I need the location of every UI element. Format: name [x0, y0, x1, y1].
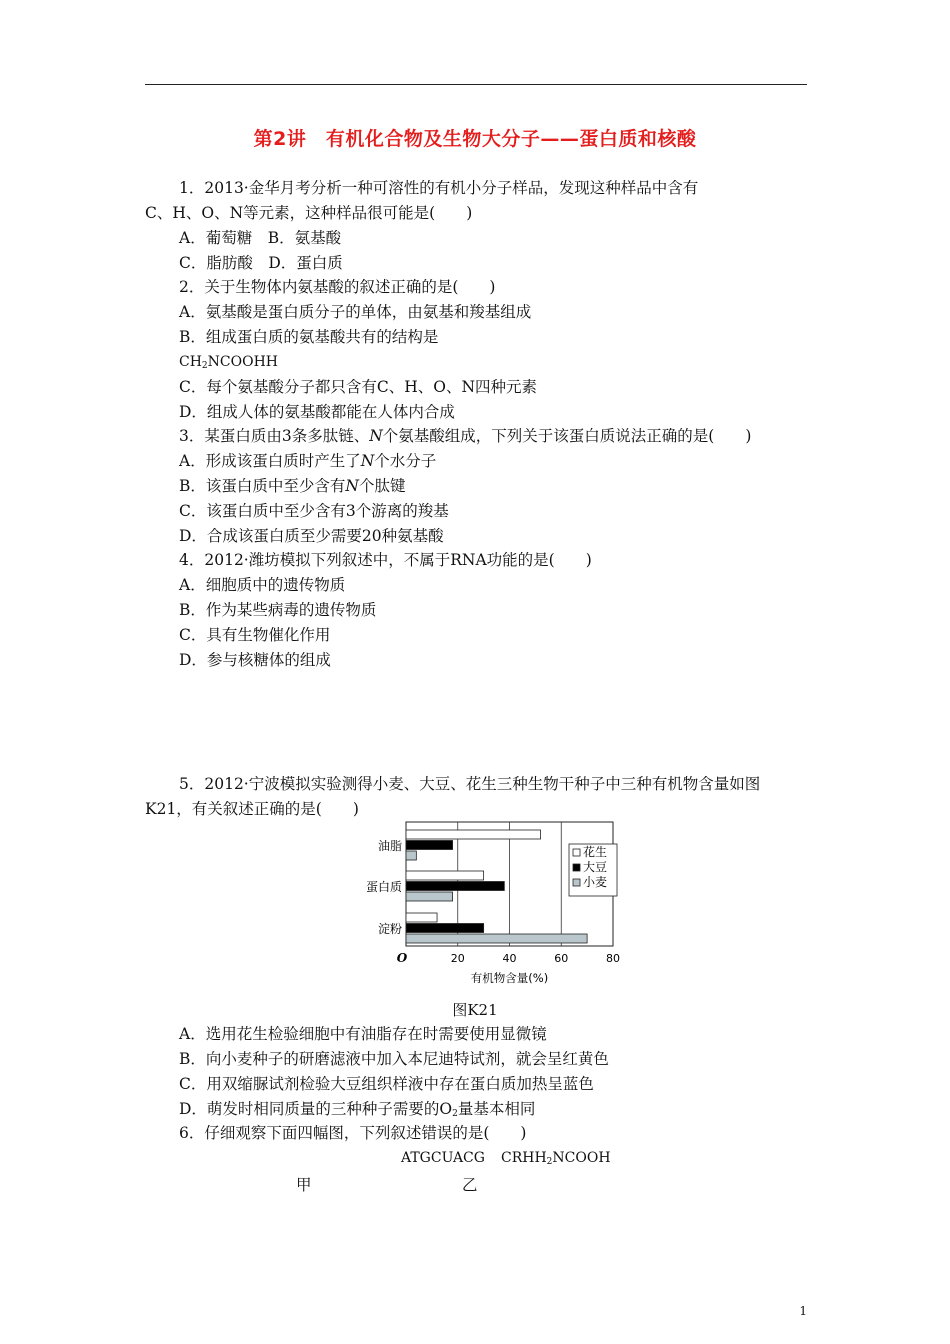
- chart-svg: [352, 816, 632, 996]
- legend-swatch-小麦: [573, 879, 580, 886]
- x-tick-label: 40: [502, 952, 517, 965]
- legend-label: 花生: [583, 845, 608, 859]
- x-axis-label: 有机物含量(%): [470, 971, 549, 985]
- x-tick-label: 80: [606, 952, 620, 965]
- page-title: 第2讲 有机化合物及生物大分子——蛋白质和核酸: [253, 128, 697, 150]
- q3-option-d: D．合成该蛋白质至少需要20种氨基酸: [179, 527, 444, 545]
- legend-swatch-花生: [573, 849, 580, 856]
- q2-option-a: A．氨基酸是蛋白质分子的单体，由氨基和羧基组成: [179, 303, 532, 321]
- q1-options-cd: C．脂肪酸 D．蛋白质: [179, 254, 343, 272]
- bar-油脂-小麦: [406, 851, 416, 860]
- q5-option-d: D．萌发时相同质量的三种种子需要的$O_2$量基本相同: [179, 1100, 536, 1119]
- dna-sequence-label: ATGCUACG: [401, 1150, 485, 1166]
- legend-swatch-大豆: [573, 864, 580, 871]
- chart-k21: [352, 816, 632, 996]
- legend-label: 小麦: [583, 875, 608, 889]
- q4-option-c: C．具有生物催化作用: [179, 626, 331, 644]
- q5-option-c: C．用双缩脲试剂检验大豆组织样液中存在蛋白质加热呈蓝色: [179, 1075, 594, 1093]
- q5-stem-line1: 5．2012·宁波模拟实验测得小麦、大豆、花生三种生物干种子中三种有机物含量如图: [179, 775, 761, 793]
- category-label: 淀粉: [377, 921, 402, 936]
- q3-option-c: C．该蛋白质中至少含有3个游离的羧基: [179, 502, 449, 520]
- header-rule: [145, 84, 807, 85]
- q3-stem: 3．某蛋白质由3条多肽链、N个氨基酸组成，下列关于该蛋白质说法正确的是( ): [179, 427, 752, 445]
- q5-option-b: B．向小麦种子的研磨滤液中加入本尼迪特试剂，就会呈红黄色: [179, 1050, 609, 1068]
- figure-label-jia: 甲: [296, 1176, 312, 1194]
- amino-acid-formula: $CRHH_2NCOOH$: [501, 1150, 611, 1167]
- x-tick-label: 60: [554, 952, 569, 965]
- q4-option-b: B．作为某些病毒的遗传物质: [179, 601, 377, 619]
- q4-option-d: D．参与核糖体的组成: [179, 651, 331, 669]
- category-label: 蛋白质: [365, 879, 402, 894]
- x-tick-label: 20: [450, 952, 465, 965]
- q2-option-c: C．每个氨基酸分子都只含有C、H、O、N四种元素: [179, 378, 538, 396]
- bar-淀粉-花生: [406, 913, 437, 922]
- figure-caption: 图K21: [452, 1001, 498, 1019]
- q4-option-a: A．细胞质中的遗传物质: [179, 576, 346, 594]
- q4-stem: 4．2012·潍坊模拟下列叙述中，不属于RNA功能的是( ): [179, 551, 592, 569]
- figure-label-yi: 乙: [462, 1176, 478, 1194]
- origin-label: O: [396, 951, 408, 965]
- bar-蛋白质-小麦: [406, 892, 453, 901]
- q2-formula: $CH_2NCOOHH$: [179, 354, 278, 371]
- bar-油脂-花生: [406, 830, 541, 839]
- q2-option-b: B．组成蛋白质的氨基酸共有的结构是: [179, 328, 439, 346]
- q1-stem-line1: 1．2013·金华月考分析一种可溶性的有机小分子样品，发现这种样品中含有: [179, 179, 699, 197]
- bar-蛋白质-花生: [406, 871, 484, 880]
- page-number: 1: [799, 1304, 807, 1318]
- q5-stem-line2: K21，有关叙述正确的是( ): [145, 800, 359, 818]
- bar-油脂-大豆: [406, 841, 453, 850]
- q2-option-d: D．组成人体的氨基酸都能在人体内合成: [179, 403, 455, 421]
- bar-蛋白质-大豆: [406, 882, 504, 891]
- bar-淀粉-小麦: [406, 934, 587, 943]
- category-label: 油脂: [377, 838, 402, 853]
- q2-stem: 2．关于生物体内氨基酸的叙述正确的是( ): [179, 278, 496, 296]
- q1-stem-line2: C、H、O、N等元素，这种样品很可能是( ): [145, 204, 473, 222]
- q3-option-a: A．形成该蛋白质时产生了N个水分子: [179, 452, 437, 470]
- bar-淀粉-大豆: [406, 924, 484, 933]
- q3-option-b: B．该蛋白质中至少含有N个肽键: [179, 477, 406, 495]
- legend-label: 大豆: [583, 860, 608, 874]
- q6-stem: 6．仔细观察下面四幅图，下列叙述错误的是( ): [179, 1124, 527, 1142]
- q1-options-ab: A．葡萄糖 B．氨基酸: [179, 229, 342, 247]
- q5-option-a: A．选用花生检验细胞中有油脂存在时需要使用显微镜: [179, 1025, 547, 1043]
